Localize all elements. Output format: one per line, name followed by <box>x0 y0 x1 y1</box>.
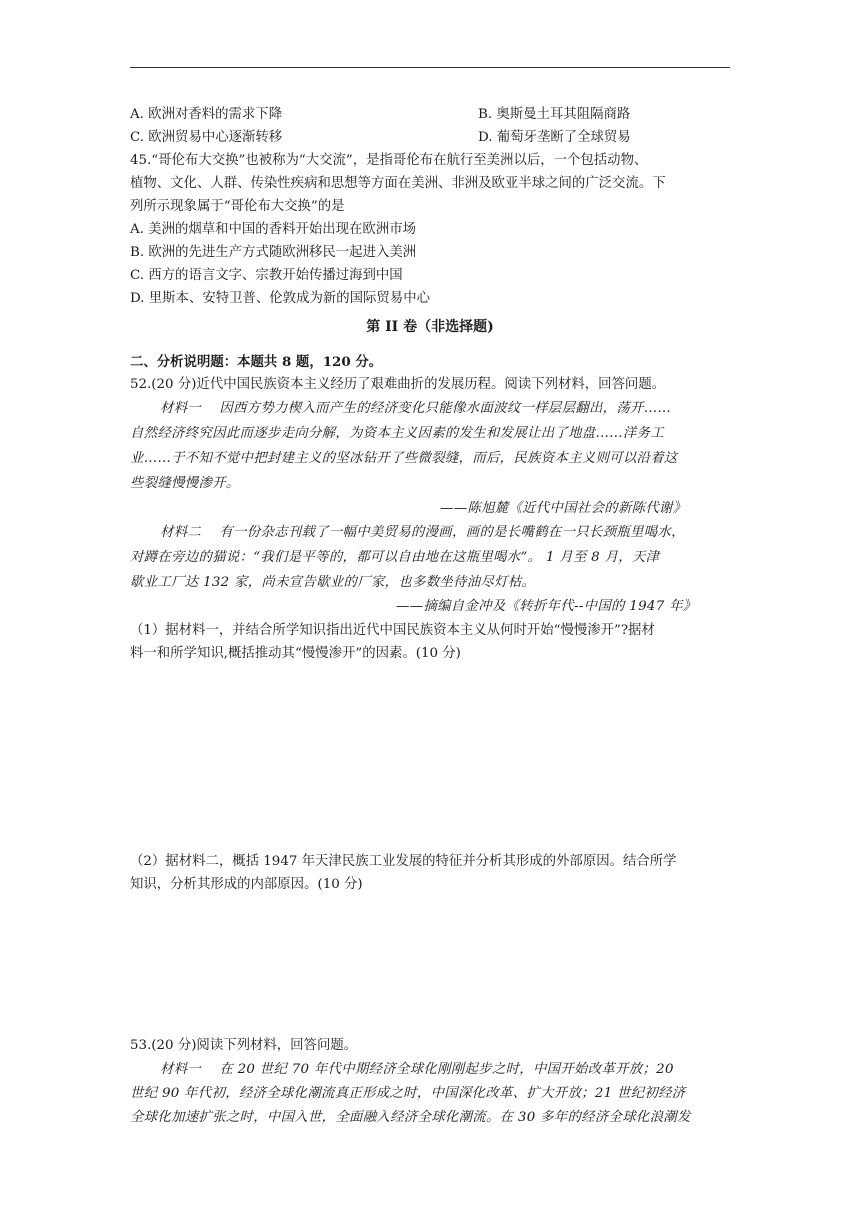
q53-material1-line-2: 世纪 90 年代初，经济全球化潮流真正形成之时，中国深化改革、扩大开放；21 世纪初经济 <box>130 1086 686 1101</box>
option-d[interactable]: D. 葡萄牙垄断了全球贸易 <box>478 130 631 145</box>
q45-option-a[interactable]: A. 美洲的烟草和中国的香料开始出现在欧洲市场 <box>130 222 416 237</box>
q52-material2-line-1: 材料二 有一份杂志刊载了一幅中美贸易的漫画，画的是长嘴鹤在一只长颈瓶里喝水， <box>160 525 685 540</box>
q52-material1-line-4: 些裂缝慢慢渗开。 <box>130 476 240 491</box>
q53-material1-line-1: 材料一 在 20 世纪 70 年代中期经济全球化刚刚起步之时，中国开始改革开放；20 <box>160 1062 674 1077</box>
option-a[interactable]: A. 欧洲对香料的需求下降 <box>130 107 283 122</box>
q52-sub1-line-2: 料一和所学知识,概括推动其“慢慢渗开”的因素。(10 分) <box>130 646 461 661</box>
q52-material2-line-2: 对蹲在旁边的猫说：“我们是平等的，都可以自由地在这瓶里喝水”。 1 月至 8 月，天津 <box>130 550 660 565</box>
q52-sub1-line-1: （1）据材料一，并结合所学知识指出近代中国民族资本主义从何时开始“慢慢渗开”?据材 <box>130 623 655 638</box>
header-rule <box>130 67 730 68</box>
q53-stem: 53.(20 分)阅读下列材料，回答问题。 <box>130 1038 358 1053</box>
q45-stem-line-2: 植物、文化、人群、传染性疾病和思想等方面在美洲、非洲及欧亚半球之间的广泛交流。下 <box>130 176 666 191</box>
q45-stem-line-3: 列所示现象属于“哥伦布大交换”的是 <box>130 199 345 214</box>
q52-material1-line-2: 自然经济终究因此而逐步走向分解，为资本主义因素的发生和发展让出了地盘……洋务工 <box>130 426 664 441</box>
section2-heading: 二、分析说明题：本题共 8 题，120 分。 <box>130 354 383 370</box>
q52-source2: ——摘编自金冲及《转折年代--中国的 1947 年》 <box>396 599 697 614</box>
option-b[interactable]: B. 奥斯曼土耳其阻隔商路 <box>478 107 631 122</box>
part2-title: 第 II 卷（非选择题) <box>366 319 494 335</box>
q52-material1-line-3: 业……于不知不觉中把封建主义的坚冰钻开了些微裂缝，而后，民族资本主义则可以沿着这 <box>130 451 678 466</box>
q52-stem: 52.(20 分)近代中国民族资本主义经历了艰难曲折的发展历程。阅读下列材料，回答问题。 <box>130 377 666 392</box>
q45-option-c[interactable]: C. 西方的语言文字、宗教开始传播过海到中国 <box>130 268 403 283</box>
q52-source1: ——陈旭麓《近代中国社会的新陈代谢》 <box>440 501 687 516</box>
q52-sub2-line-2: 知识，分析其形成的内部原因。(10 分) <box>130 877 363 892</box>
q52-material2-line-3: 歇业工厂达 132 家，尚未宣告歇业的厂家，也多数坐待油尽灯枯。 <box>130 575 536 590</box>
option-c[interactable]: C. 欧洲贸易中心逐渐转移 <box>130 130 283 145</box>
q52-sub2-line-1: （2）据材料二，概括 1947 年天津民族工业发展的特征并分析其形成的外部原因。结合所学 <box>130 854 677 869</box>
q53-material1-line-3: 全球化加速扩张之时，中国入世，全面融入经济全球化潮流。在 30 多年的经济全球化浪潮发 <box>130 1110 691 1125</box>
q52-material1-line-1: 材料一 因西方势力楔入而产生的经济变化只能像水面波纹一样层层翻出，荡开…… <box>160 401 672 416</box>
q45-option-d[interactable]: D. 里斯本、安特卫普、伦敦成为新的国际贸易中心 <box>130 291 430 306</box>
q45-option-b[interactable]: B. 欧洲的先进生产方式随欧洲移民一起进入美洲 <box>130 245 417 260</box>
q45-stem-line-1: 45.“哥伦布大交换”也被称为“大交流”，是指哥伦布在航行至美洲以后，一个包括动物、 <box>130 153 648 168</box>
